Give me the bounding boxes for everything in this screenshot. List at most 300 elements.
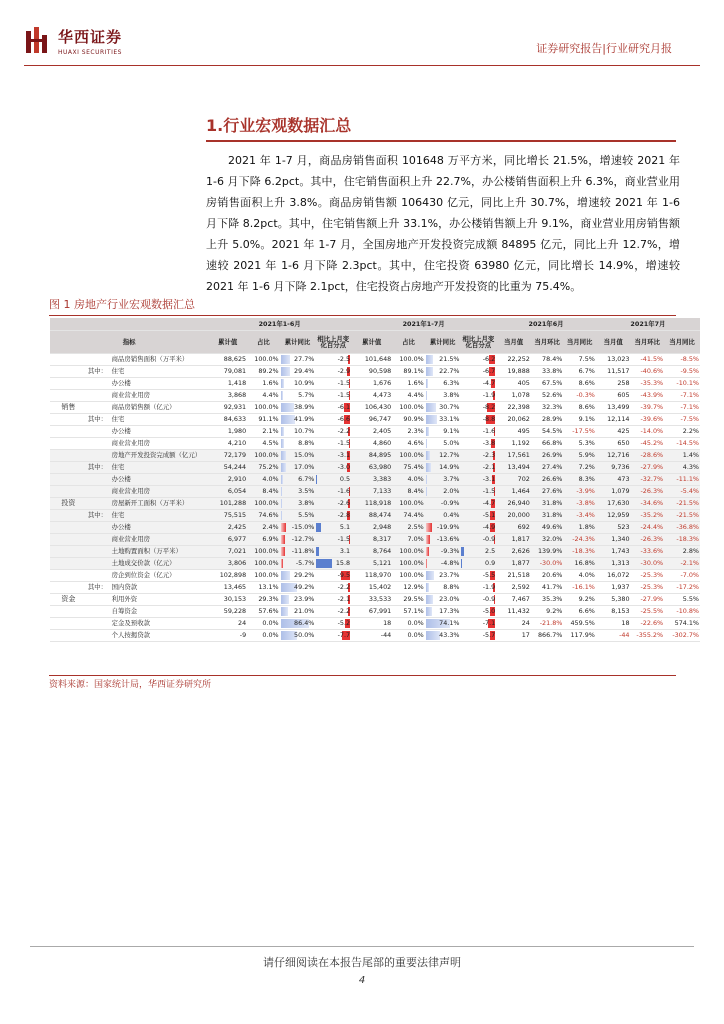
cell-value: 12.9% [403, 583, 424, 592]
table-cell [280, 558, 316, 570]
table-cell [425, 582, 461, 594]
table-cell [596, 498, 631, 510]
yoy-bar [281, 607, 288, 616]
yoy-bar [281, 559, 283, 568]
cell-value: -5.5 [482, 571, 496, 580]
cell-value: -6.6 [337, 415, 351, 424]
row-indent-label [87, 522, 111, 534]
table-cell [351, 606, 392, 618]
table-cell [315, 462, 351, 474]
table-cell [392, 594, 424, 606]
cell-value: 523 [617, 523, 630, 532]
row-indicator-name: 住宅 [111, 366, 209, 378]
table-cell [596, 630, 631, 642]
cell-value: -25.3% [640, 583, 664, 592]
table-cell [631, 522, 665, 534]
table-cell [425, 570, 461, 582]
table-cell [425, 558, 461, 570]
table-cell [631, 510, 665, 522]
header-blank [50, 318, 208, 331]
table-cell [247, 582, 279, 594]
cell-value: -0.9 [482, 535, 496, 544]
cell-value: -3.1 [337, 451, 351, 460]
table-cell [531, 486, 563, 498]
table-cell [247, 390, 279, 402]
page-header [0, 0, 724, 70]
table-row [50, 558, 700, 570]
cell-value: 31.8% [542, 511, 563, 520]
table-cell [531, 522, 563, 534]
cell-value: 4.5% [262, 439, 279, 448]
cell-value: -25.3% [640, 571, 664, 580]
table-cell [563, 474, 596, 486]
table-cell [563, 594, 596, 606]
cell-value: 10.9% [294, 379, 315, 388]
cell-value: 16,072 [607, 571, 630, 580]
row-group-label [50, 630, 87, 642]
table-cell [664, 354, 700, 366]
cell-value: 4,473 [372, 391, 392, 400]
cell-value: 30.7% [439, 403, 460, 412]
table-cell [664, 438, 700, 450]
cell-value: 1,079 [611, 487, 630, 496]
table-cell [531, 414, 563, 426]
cell-value: -0.9% [440, 499, 460, 508]
cell-value: 8.6% [578, 379, 595, 388]
table-cell [496, 558, 531, 570]
cell-value: 12,716 [607, 451, 630, 460]
yoy-bar [426, 631, 440, 640]
cell-value: 21.5% [439, 355, 460, 364]
row-indicator-name: 住宅 [111, 510, 209, 522]
cell-value: 28.9% [542, 415, 563, 424]
cell-value: 2.1% [262, 427, 279, 436]
table-cell [425, 510, 461, 522]
cell-value: 118,970 [364, 571, 392, 580]
cell-value: 2,592 [511, 583, 530, 592]
logo-subtext: HUAXI SECURITIES [58, 49, 122, 56]
row-group-label [50, 618, 87, 630]
table-cell [425, 414, 461, 426]
row-group-label [50, 474, 87, 486]
row-indicator-name: 商业营业用房 [111, 438, 209, 450]
table-cell [460, 558, 496, 570]
table-cell [315, 606, 351, 618]
cell-value: 8.3% [578, 475, 595, 484]
cell-value: -1.5 [482, 487, 496, 496]
cell-value: 8.4% [407, 487, 424, 496]
table-cell [280, 402, 316, 414]
cell-value: -26.3% [640, 487, 664, 496]
yoy-bar [426, 391, 427, 400]
table-cell [664, 390, 700, 402]
cell-value: -0.9 [482, 595, 496, 604]
table-cell [315, 414, 351, 426]
yoy-bar [281, 355, 290, 364]
cell-value: 0.0% [262, 619, 279, 628]
row-group-label [50, 546, 87, 558]
table-cell [280, 414, 316, 426]
table-cell [208, 366, 247, 378]
cell-value: 7,133 [372, 487, 392, 496]
table-cell [596, 486, 631, 498]
table-cell [596, 582, 631, 594]
yoy-bar [281, 547, 285, 556]
cell-value: 27.4% [542, 463, 563, 472]
cell-value: 57.1% [403, 607, 424, 616]
cell-value: -30.0% [640, 559, 664, 568]
table-row [50, 390, 700, 402]
yoy-bar [426, 547, 429, 556]
cell-value: 1.4% [682, 451, 699, 460]
table-cell [531, 438, 563, 450]
table-cell [208, 390, 247, 402]
table-cell [351, 618, 392, 630]
cell-value: 14.9% [439, 463, 460, 472]
cell-value: 66.8% [542, 439, 563, 448]
cell-value: 473 [617, 475, 630, 484]
cell-value: -3.8 [482, 439, 496, 448]
table-row [50, 546, 700, 558]
table-cell [315, 546, 351, 558]
cell-value: 11,432 [507, 607, 530, 616]
cell-value: 17.0% [294, 463, 315, 472]
table-cell [208, 354, 247, 366]
table-cell [631, 498, 665, 510]
table-cell [631, 558, 665, 570]
cell-value: 3.7% [443, 475, 460, 484]
table-cell [247, 510, 279, 522]
column-header: 相比上月变化百分点 [315, 331, 351, 354]
table-cell [496, 402, 531, 414]
table-cell [280, 510, 316, 522]
row-group-label [50, 426, 87, 438]
cell-value: 100.0% [399, 355, 424, 364]
table-cell [460, 534, 496, 546]
table-cell [425, 426, 461, 438]
table-cell [460, 582, 496, 594]
cell-value: 1,980 [227, 427, 247, 436]
row-indicator-name: 国内贷款 [111, 582, 209, 594]
cell-value: 4.0% [578, 571, 595, 580]
table-cell [563, 582, 596, 594]
row-indicator-name: 房屋新开工面积（万平米） [111, 498, 209, 510]
cell-value: 6.9% [262, 535, 279, 544]
table-cell [596, 558, 631, 570]
table-row [50, 594, 700, 606]
row-indent-label [87, 570, 111, 582]
table-cell [351, 498, 392, 510]
table-cell [208, 378, 247, 390]
table-cell [460, 486, 496, 498]
table-cell [496, 570, 531, 582]
cell-value: 8.8% [443, 583, 460, 592]
cell-value: -36.8% [676, 523, 699, 532]
table-cell [460, 498, 496, 510]
cell-value: 67,991 [368, 607, 392, 616]
cell-value: -2.1 [482, 463, 496, 472]
table-cell [596, 594, 631, 606]
cell-value: 0.0% [407, 631, 424, 640]
table-cell [664, 534, 700, 546]
table-cell [631, 618, 665, 630]
cell-value: 4,210 [227, 439, 247, 448]
change-bar [316, 523, 321, 532]
column-header: 累计同比 [280, 331, 316, 354]
table-cell [631, 390, 665, 402]
cell-value: 0.5 [339, 475, 351, 484]
column-header: 累计值 [351, 331, 392, 354]
table-cell [351, 474, 392, 486]
logo-text: 华西证券 [58, 28, 123, 46]
table-cell [460, 462, 496, 474]
yoy-bar [426, 463, 431, 472]
cell-value: -3.9% [576, 487, 595, 496]
cell-value: 17,630 [607, 499, 630, 508]
table-cell [531, 498, 563, 510]
footer-disclaimer: 请仔细阅读在本报告尾部的重要法律声明 [263, 956, 461, 969]
table-cell [425, 486, 461, 498]
table-cell [496, 510, 531, 522]
table-cell [664, 570, 700, 582]
cell-value: 29.3% [258, 595, 279, 604]
table-cell [351, 390, 392, 402]
change-bar [461, 559, 462, 568]
cell-value: 9.1% [443, 427, 460, 436]
cell-value: -21.8% [539, 619, 563, 628]
table-cell [563, 390, 596, 402]
cell-value: 12,114 [607, 415, 630, 424]
table-cell [351, 546, 392, 558]
row-group-label [50, 534, 87, 546]
cell-value: -7.0% [680, 571, 699, 580]
cell-value: -1.9 [482, 583, 496, 592]
table-cell [596, 366, 631, 378]
table-cell [280, 630, 316, 642]
change-bar [461, 547, 464, 556]
table-cell [563, 462, 596, 474]
table-cell [531, 474, 563, 486]
cell-value: -35.3% [640, 379, 664, 388]
table-cell [280, 498, 316, 510]
row-indent-label [87, 534, 111, 546]
cell-value: 29.5% [403, 595, 424, 604]
table-cell [496, 498, 531, 510]
row-indent-label [87, 426, 111, 438]
cell-value: 8,317 [372, 535, 392, 544]
cell-value: -5.0 [482, 607, 496, 616]
table-cell [496, 414, 531, 426]
cell-value: -6.2 [482, 355, 496, 364]
cell-value: -302.7% [672, 631, 699, 640]
table-cell [664, 402, 700, 414]
cell-value: 0.4% [443, 511, 460, 520]
table-cell [664, 606, 700, 618]
table-cell [460, 390, 496, 402]
figure-divider [49, 315, 676, 316]
table-cell [596, 510, 631, 522]
cell-value: 574.1% [674, 619, 699, 628]
row-indicator-name: 商业营业用房 [111, 486, 209, 498]
table-cell [280, 474, 316, 486]
table-cell [425, 594, 461, 606]
table-cell [351, 402, 392, 414]
cell-value: -5.2 [337, 619, 351, 628]
cell-value: -2.8 [337, 511, 351, 520]
table-cell [596, 474, 631, 486]
table-cell [315, 486, 351, 498]
cell-value: 100.0% [399, 571, 424, 580]
yoy-bar [426, 535, 431, 544]
table-cell [208, 606, 247, 618]
cell-value: 8.6% [578, 403, 595, 412]
table-cell [664, 594, 700, 606]
row-indent-label [87, 402, 111, 414]
cell-value: 96,747 [368, 415, 392, 424]
cell-value: -2.3 [482, 451, 496, 460]
section-divider [206, 140, 676, 142]
table-row [50, 582, 700, 594]
table-cell [496, 378, 531, 390]
table-cell [351, 534, 392, 546]
cell-value: -1.5 [337, 379, 351, 388]
table-cell [247, 414, 279, 426]
table-cell [247, 618, 279, 630]
row-group-label [50, 462, 87, 474]
cell-value: 258 [617, 379, 630, 388]
table-cell [531, 534, 563, 546]
table-cell [563, 450, 596, 462]
cell-value: 78.4% [542, 355, 563, 364]
table-cell [531, 570, 563, 582]
table-cell [596, 618, 631, 630]
cell-value: 13,465 [223, 583, 247, 592]
cell-value: 495 [517, 427, 530, 436]
cell-value: -4.7 [482, 499, 496, 508]
cell-value: -2.5 [337, 355, 351, 364]
table-cell [531, 390, 563, 402]
table-row [50, 450, 700, 462]
column-header: 占比 [247, 331, 279, 354]
cell-value: 100.0% [254, 559, 279, 568]
table-cell [664, 630, 700, 642]
table-cell [563, 606, 596, 618]
table-cell [631, 594, 665, 606]
table-cell [392, 510, 424, 522]
table-cell [392, 450, 424, 462]
cell-value: 7.0% [407, 535, 424, 544]
cell-value: 1.6% [262, 379, 279, 388]
table-cell [315, 630, 351, 642]
cell-value: 101,288 [219, 499, 247, 508]
table-cell [247, 534, 279, 546]
cell-value: 7,021 [227, 547, 247, 556]
cell-value: 17.3% [439, 607, 460, 616]
yoy-bar [426, 451, 430, 460]
cell-value: -7.1% [680, 391, 699, 400]
cell-value: 21.0% [294, 607, 315, 616]
row-indicator-name: 商业营业用房 [111, 534, 209, 546]
cell-value: 22.7% [439, 367, 460, 376]
yoy-bar [281, 523, 286, 532]
table-cell [496, 450, 531, 462]
cell-value: -5.7 [482, 631, 496, 640]
yoy-bar [426, 439, 428, 448]
cell-value: 7.2% [578, 463, 595, 472]
cell-value: 425 [617, 427, 630, 436]
cell-value: -16.1% [572, 583, 595, 592]
cell-value: 21,518 [507, 571, 530, 580]
cell-value: 24 [521, 619, 530, 628]
cell-value: 100.0% [254, 571, 279, 580]
row-group-label [50, 570, 87, 582]
cell-value: 9.2% [546, 607, 563, 616]
cell-value: 49.6% [542, 523, 563, 532]
cell-value: -3.4% [576, 511, 595, 520]
cell-value: 866.7% [537, 631, 563, 640]
table-row [50, 534, 700, 546]
change-bar [316, 475, 317, 484]
cell-value: -35.2% [640, 511, 664, 520]
cell-value: 100.0% [399, 499, 424, 508]
cell-value: 23.0% [439, 595, 460, 604]
table-cell [280, 390, 316, 402]
cell-value: 17 [521, 631, 530, 640]
cell-value: 2.0% [443, 487, 460, 496]
table-cell [351, 594, 392, 606]
cell-value: 30,153 [223, 595, 247, 604]
cell-value: 702 [517, 475, 530, 484]
table-cell [392, 402, 424, 414]
table-row [50, 474, 700, 486]
yoy-bar [281, 595, 289, 604]
cell-value: 6.7% [298, 475, 315, 484]
table-cell [531, 426, 563, 438]
yoy-bar [426, 379, 428, 388]
table-cell [392, 354, 424, 366]
cell-value: -32.7% [640, 475, 664, 484]
table-cell [208, 522, 247, 534]
table-cell [460, 522, 496, 534]
cell-value: -6.1 [337, 403, 351, 412]
column-header: 当月同比 [664, 331, 700, 354]
table-cell [392, 558, 424, 570]
body-paragraph: 2021 年 1-7 月，商品房销售面积 101648 万平方米，同比增长 21.5%，增速较 2021 年 1-6 月下降 6.2pct。其中，住宅销售面积上升 22.7%，办公楼销售面积上升 6.3%，商业营业用房销售面积上升 3.8%。商品房销售额 106430 亿元，同比上升 30.7%，增速较 2021 年 1-6 月下降 8.2pct。其中，住宅销售额上升 33.1%，办公楼销售额上升 9.1%，商业营业用房销售额上升 5.0%。2021 年 1-7 月，全国房地产开发投资完成额 84895 亿元，同比上升 12.7%，增速较 2021 年 1-6 月下降 2.3pct。其中，住宅投资 63980 亿元，同比增长 14.9%，增速较 2021 年 1-6 月下降 2.1pct，住宅投资占房地产开发投资的比重为 75.4%。 [206, 154, 680, 293]
yoy-bar [426, 523, 433, 532]
cell-value: -39.6% [640, 415, 664, 424]
cell-value: 13,494 [507, 463, 530, 472]
column-header: 当月同比 [563, 331, 596, 354]
row-indicator-name: 土地成交价款（亿元） [111, 558, 209, 570]
table-cell [392, 462, 424, 474]
table-cell [351, 354, 392, 366]
yoy-bar [426, 595, 434, 604]
yoy-bar [426, 487, 427, 496]
table-row [50, 426, 700, 438]
table-cell [631, 366, 665, 378]
table-row [50, 366, 700, 378]
table-cell [631, 570, 665, 582]
cell-value: 2,425 [227, 523, 247, 532]
yoy-bar [426, 415, 437, 424]
cell-value: 74.6% [258, 511, 279, 520]
table-cell [460, 618, 496, 630]
table-cell [392, 474, 424, 486]
table-row [50, 354, 700, 366]
cell-value: -21.5% [676, 511, 699, 520]
cell-value: 20,000 [507, 511, 530, 520]
table-row [50, 438, 700, 450]
